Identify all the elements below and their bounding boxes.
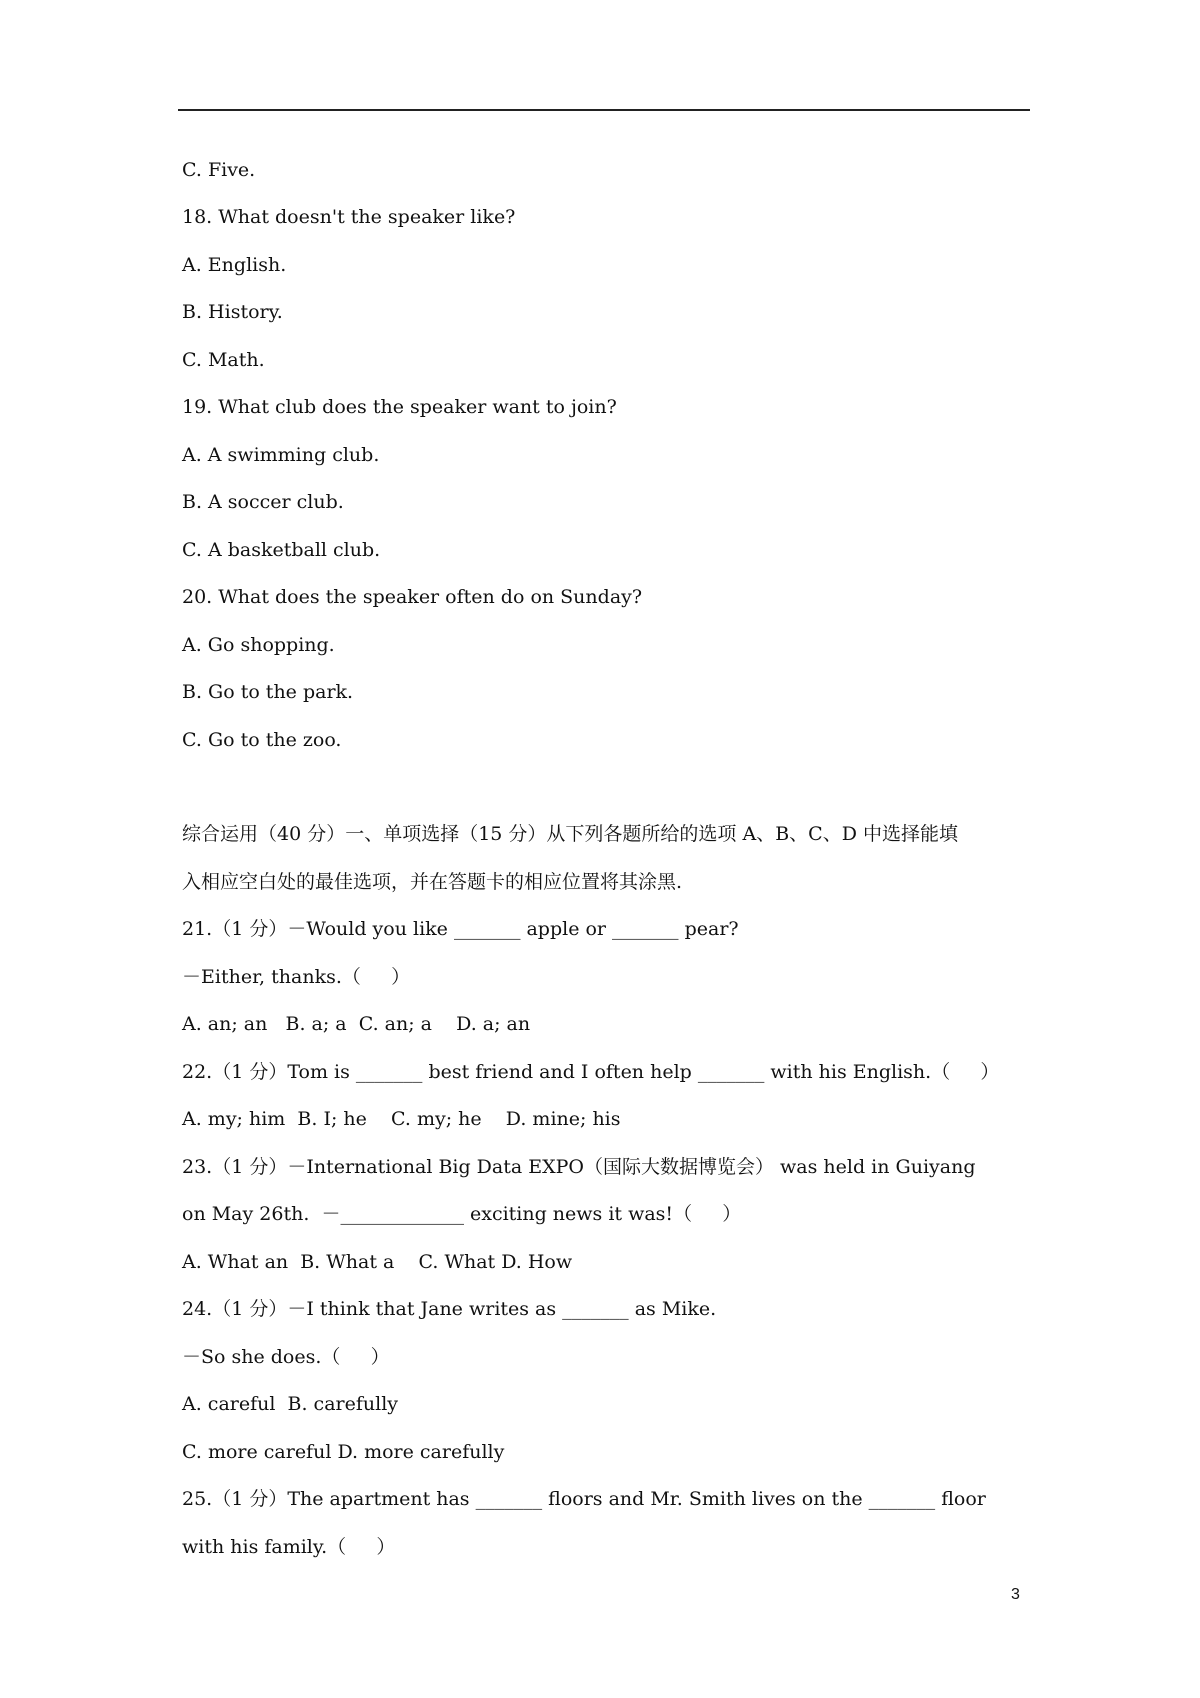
question-21: 21.（1 分）－Would you like _______ apple or _______ pear? <box>182 918 739 940</box>
option-line: A. my; him B. I; he C. my; he D. mine; his <box>182 1108 621 1130</box>
option-line: A. an; an B. a; a C. an; a D. a; an <box>182 1013 531 1035</box>
question-25-cont: with his family.（ ） <box>182 1536 396 1558</box>
option-line: B. History. <box>182 301 283 323</box>
option-line: C. Math. <box>182 349 265 371</box>
option-line: A. A swimming club. <box>182 444 380 466</box>
header-rule <box>178 109 1030 111</box>
section-heading: 综合运用（40 分）一、单项选择（15 分）从下列各题所给的选项 A、B、C、D 中选择能填 <box>182 823 958 845</box>
option-line: A. What an B. What a C. What D. How <box>182 1251 573 1273</box>
question-23: 23.（1 分）－International Big Data EXPO（国际大数据博览会） was held in Guiyang <box>182 1156 976 1178</box>
option-line: C. A basketball club. <box>182 539 381 561</box>
question-21-reply: －Either, thanks.（ ） <box>182 966 411 988</box>
question-19: 19. What club does the speaker want to join? <box>182 396 617 418</box>
option-line: B. Go to the park. <box>182 681 354 703</box>
question-22: 22.（1 分）Tom is _______ best friend and I often help _______ with his English.（ ） <box>182 1061 1000 1083</box>
option-line: A. Go shopping. <box>182 634 335 656</box>
option-line: A. careful B. carefully <box>182 1393 399 1415</box>
page-number: 3 <box>1011 1586 1020 1603</box>
option-line: C. more careful D. more carefully <box>182 1441 505 1463</box>
text-line: C. Five. <box>182 159 256 181</box>
option-line: C. Go to the zoo. <box>182 729 342 751</box>
question-24: 24.（1 分）－I think that Jane writes as _______ as Mike. <box>182 1298 717 1320</box>
question-18: 18. What doesn't the speaker like? <box>182 206 516 228</box>
option-line: A. English. <box>182 254 287 276</box>
question-24-reply: －So she does.（ ） <box>182 1346 390 1368</box>
question-23-cont: on May 26th. －_____________ exciting news it was!（ ） <box>182 1203 742 1225</box>
section-heading-cont: 入相应空白处的最佳选项，并在答题卡的相应位置将其涂黑. <box>182 871 683 893</box>
option-line: B. A soccer club. <box>182 491 344 513</box>
question-25: 25.（1 分）The apartment has _______ floors and Mr. Smith lives on the _______ floor <box>182 1488 986 1510</box>
question-20: 20. What does the speaker often do on Sunday? <box>182 586 643 608</box>
